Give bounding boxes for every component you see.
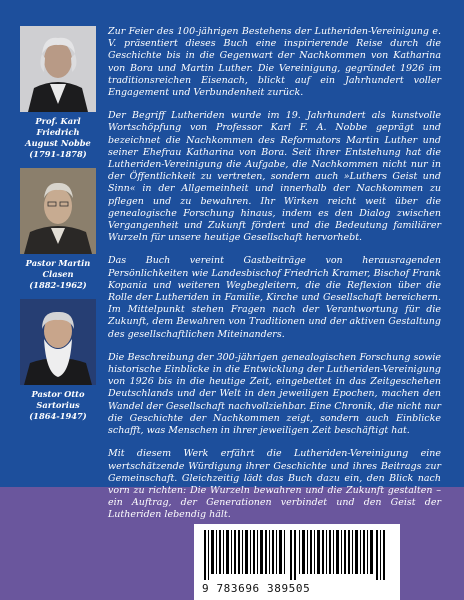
paragraph-closing: Mit diesem Werk erfährt die Lutheriden-Vereinigung eine wertschätzende Würdigung ihrer Geschichte und ihres Beitrags zur Gemeinschaft. Gleichzeitig lädt das Buch dazu ein, den Blick nach vorn zu richten: Die Wurzeln bewahren und die Zukunft gestalten – ein Auftrag, der Generationen verbindet und den Geist der Lutheriden lebendig hält.: [108, 448, 441, 521]
portrait-nobbe: [20, 26, 96, 112]
paragraph-lutheriden-term: Der Begriff Lutheriden wurde im 19. Jahrhundert als kunstvolle Wortschöpfung von Professor Karl F. A. Nobbe geprägt und bezeichnet die Nachkommen des Reformators Martin Luther und seiner Ehefrau Katharina von Bora. Seit ihrer Entstehung hat die Lutheriden-Vereinigung die Aufgabe, die Nachkommen nicht nur in der Öffentlichkeit zu vertreten, sondern auch »Luthers Geist und Sinn« in der Allgemeinheit und innerhalb der Nachkommen zu pflegen und zu bewahren. Ihr Wirken reicht weit über die genealogische Forschung hinaus, indem es den Dialog zwischen Vergangenheit und Zukunft fördert und die Bedeutung familiärer Wurzeln für unsere heutige Gesellschaft hervorhebt.: [108, 110, 441, 244]
paragraph-intro: Zur Feier des 100-jährigen Bestehens der Lutheriden-Vereinigung e. V. präsentiert dieses Buch eine inspirierende Reise durch die Geschichte bis in die Gegenwart der Nachkommen von Katharina von Bora und Martin Luther. Die Vereinigung, gegründet 1926 im traditionsreichen Eisenach, blickt auf ein Jahrhundert voller Engagement und Verbundenheit zurück.: [108, 26, 441, 99]
paragraph-research-history: Die Beschreibung der 300-jährigen genealogischen Forschung sowie historische Einblicke in die Entwicklung der Lutheriden-Vereinigung von 1926 bis in die heutige Zeit, eingebettet in das Zeitgeschehen Deutschlands und der Welt in den jeweiligen Epochen, machen den Wandel der Gesellschaft nachvollziehbar. Eine Chronik, die nicht nur die Geschichte der Nachkommen zeigt, sondern auch Einblicke schafft, was Menschen in ihrer jeweiligen Zeit beschäftigt hat.: [108, 351, 441, 437]
portrait-caption-nobbe: Prof. Karl Friedrich August Nobbe (1791-1878): [25, 116, 91, 159]
paragraph-contributions: Das Buch vereint Gastbeiträge von herausragenden Persönlichkeiten wie Landesbischof Friedrich Kramer, Bischof Frank Kopania und weiteren Wegbegleitern, die die Reflexion über die Rolle der Lutheriden in Familie, Kirche und Gesellschaft bereichern. Im Mittelpunkt stehen Fragen nach der Verantwortung für die Zukunft, dem Bewahren von Traditionen und der aktiven Gestaltung des gesellschaftlichen Miteinanders.: [108, 255, 441, 340]
portrait-sartorius: [20, 299, 96, 385]
portrait-caption-sartorius: Pastor Otto Sartorius (1864-1947): [29, 389, 87, 421]
back-cover-text: [108, 26, 441, 533]
portrait-sidebar: [20, 26, 96, 422]
barcode-bars: [194, 524, 400, 580]
portrait-caption-clasen: Pastor Martin Clasen (1882-1962): [25, 258, 91, 290]
isbn-barcode: [194, 524, 400, 600]
isbn-number: 9 783696 389505: [202, 582, 311, 595]
portrait-clasen: [20, 168, 96, 254]
